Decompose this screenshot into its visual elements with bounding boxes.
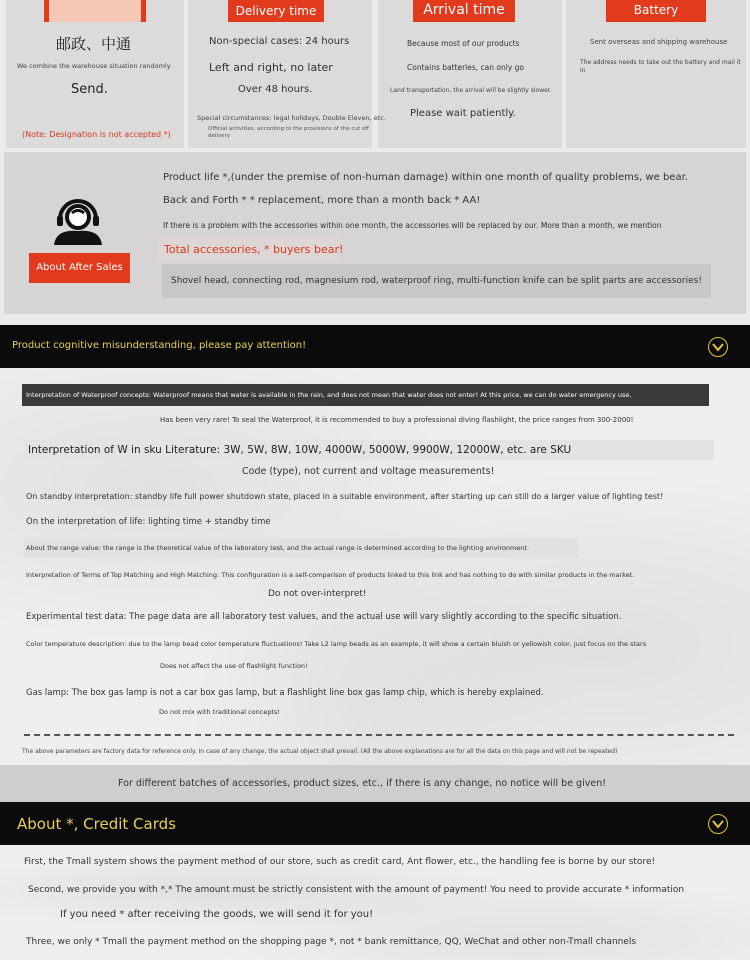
note-2: Has been very rare! To seal the Waterproof, it is recommended to buy a professional diving flashlight, the price ranges from 300-2000! [160,416,634,424]
note-4: Code (type), not current and voltage measurements! [242,466,495,477]
payment-line-2: Second, we provide you with *,* The amount must be strictly consistent with the amount of payment! You need to provide accurate * information [28,885,685,895]
note-5: On standby interpretation: standby life full power shutdown state, placed in a suitable environment, after starting up can still do a larger value of lighting test! [26,492,664,501]
arrival-line-4: Please wait patiently. [410,108,516,119]
note-9: Do not over-interpret! [268,589,367,599]
batch-notice: For different batches of accessories, product sizes, etc., if there is any change, no notice will be given! [118,778,607,789]
shipping-line-3: Send. [71,82,108,97]
battery-line-1: Sent overseas and shipping warehouse [590,38,728,46]
notes-divider [24,734,734,736]
notes-background [0,368,750,765]
battery-header: Battery [606,0,706,22]
delivery-line-2: Left and right, no later [209,61,333,74]
note-3: Interpretation of W in sku Literature: 3W, 5W, 8W, 10W, 4000W, 5000W, 9900W, 12000W, etc. are SKU [28,444,572,456]
payment-line-4: Three, we only * Tmall the payment method on the shopping page *, not * bank remittance, QQ, WeChat and other non-Tmall channels [26,937,637,947]
chevron-down-icon[interactable] [708,337,728,357]
info-panel-shipping [6,0,184,148]
section1-title: Product cognitive misunderstanding, please pay attention! [12,340,307,351]
shipping-header-inner [49,0,141,22]
delivery-line-1: Non-special cases: 24 hours [209,36,350,47]
shipping-line-2: We combine the warehouse situation randomly [17,62,171,70]
battery-line-2a: The address needs to take out the battery and mail it [580,59,741,66]
note-13: Gas lamp: The box gas lamp is not a car box gas lamp, but a flashlight line box gas lamp chip, which is hereby explained. [26,688,544,698]
shipping-note: (Note: Designation is not accepted *) [22,130,171,139]
note-15: The above parameters are factory data for reference only. In case of any change, the actual object shall prevail. (All the above explanations are for all the data on this page and will not be repeated) [22,748,618,755]
section2-title: About *, Credit Cards [17,815,176,833]
about-after-sales-label: About After Sales [29,253,130,283]
delivery-time-header: Delivery time [228,0,324,22]
after-sales-line-3: If there is a problem with the accessories within one month, the accessories will be replaced by our. More than a month, we mention [163,221,662,230]
payment-line-1: First, the Tmall system shows the payment method of our store, such as credit card, Ant flower, etc., the handling fee is borne by our store! [24,857,656,867]
after-sales-line-2: Back and Forth * * replacement, more than a month back * AA! [163,195,481,206]
note-8: Interpretation of Terms of Top Matching and High Matching: This configuration is a self-comparison of products linked to this link and has nothing to do with similar products in the market. [26,571,635,579]
shipping-carriers: 邮政、中通 [56,35,132,53]
payment-line-3: If you need * after receiving the goods, we will send it for you! [60,909,374,920]
note-1: Interpretation of Waterproof concepts: Waterproof means that water is available in the rain, and does not mean that water does not enter! At this price, we can do water emergency use, [26,391,632,399]
chevron-down-icon[interactable] [708,814,728,834]
info-panel-arrival [378,0,562,148]
after-sales-line-1: Product life *,(under the premise of non-human damage) within one month of quality problems, we bear. [163,172,688,183]
note-7: About the range value: the range is the theoretical value of the laboratory test, and the actual range is determined according to the lighting environment. [26,544,530,552]
delivery-line-3: Over 48 hours. [238,84,313,95]
support-agent-icon [52,195,104,245]
delivery-line-5b: delivery [208,133,231,139]
delivery-line-4: Special circumstances: legal holidays, Double Eleven, etc. [197,114,386,122]
arrival-line-2: Contains batteries, can only go [407,63,525,72]
battery-line-2b: in [580,67,586,74]
arrival-time-header: Arrival time [413,0,515,22]
note-10: Experimental test data: The page data are all laboratory test values, and the actual use will vary slightly according to the specific situation. [26,612,622,622]
note-12: Does not affect the use of flashlight function! [160,662,308,670]
arrival-line-1: Because most of our products [407,39,520,48]
note-6: On the interpretation of life: lighting time + standby time [26,517,271,527]
note-11: Color temperature description: due to the lamp bead color temperature fluctuations! Take L2 lamp beads as an example, it will show a certain bluish or yellowish color, just focus on the stars [26,640,647,648]
after-sales-line-5: Shovel head, connecting rod, magnesium rod, waterproof ring, multi-function knife can be split parts are accessories! [171,276,702,286]
note-14: Do not mix with traditional concepts! [159,708,281,716]
after-sales-line-4: Total accessories, * buyers bear! [164,243,344,256]
arrival-line-3: Land transportation, the arrival will be slightly slower. [390,87,552,94]
delivery-line-5a: Official activities, according to the provisions of the cut off [208,126,369,132]
info-panel-battery [566,0,746,148]
